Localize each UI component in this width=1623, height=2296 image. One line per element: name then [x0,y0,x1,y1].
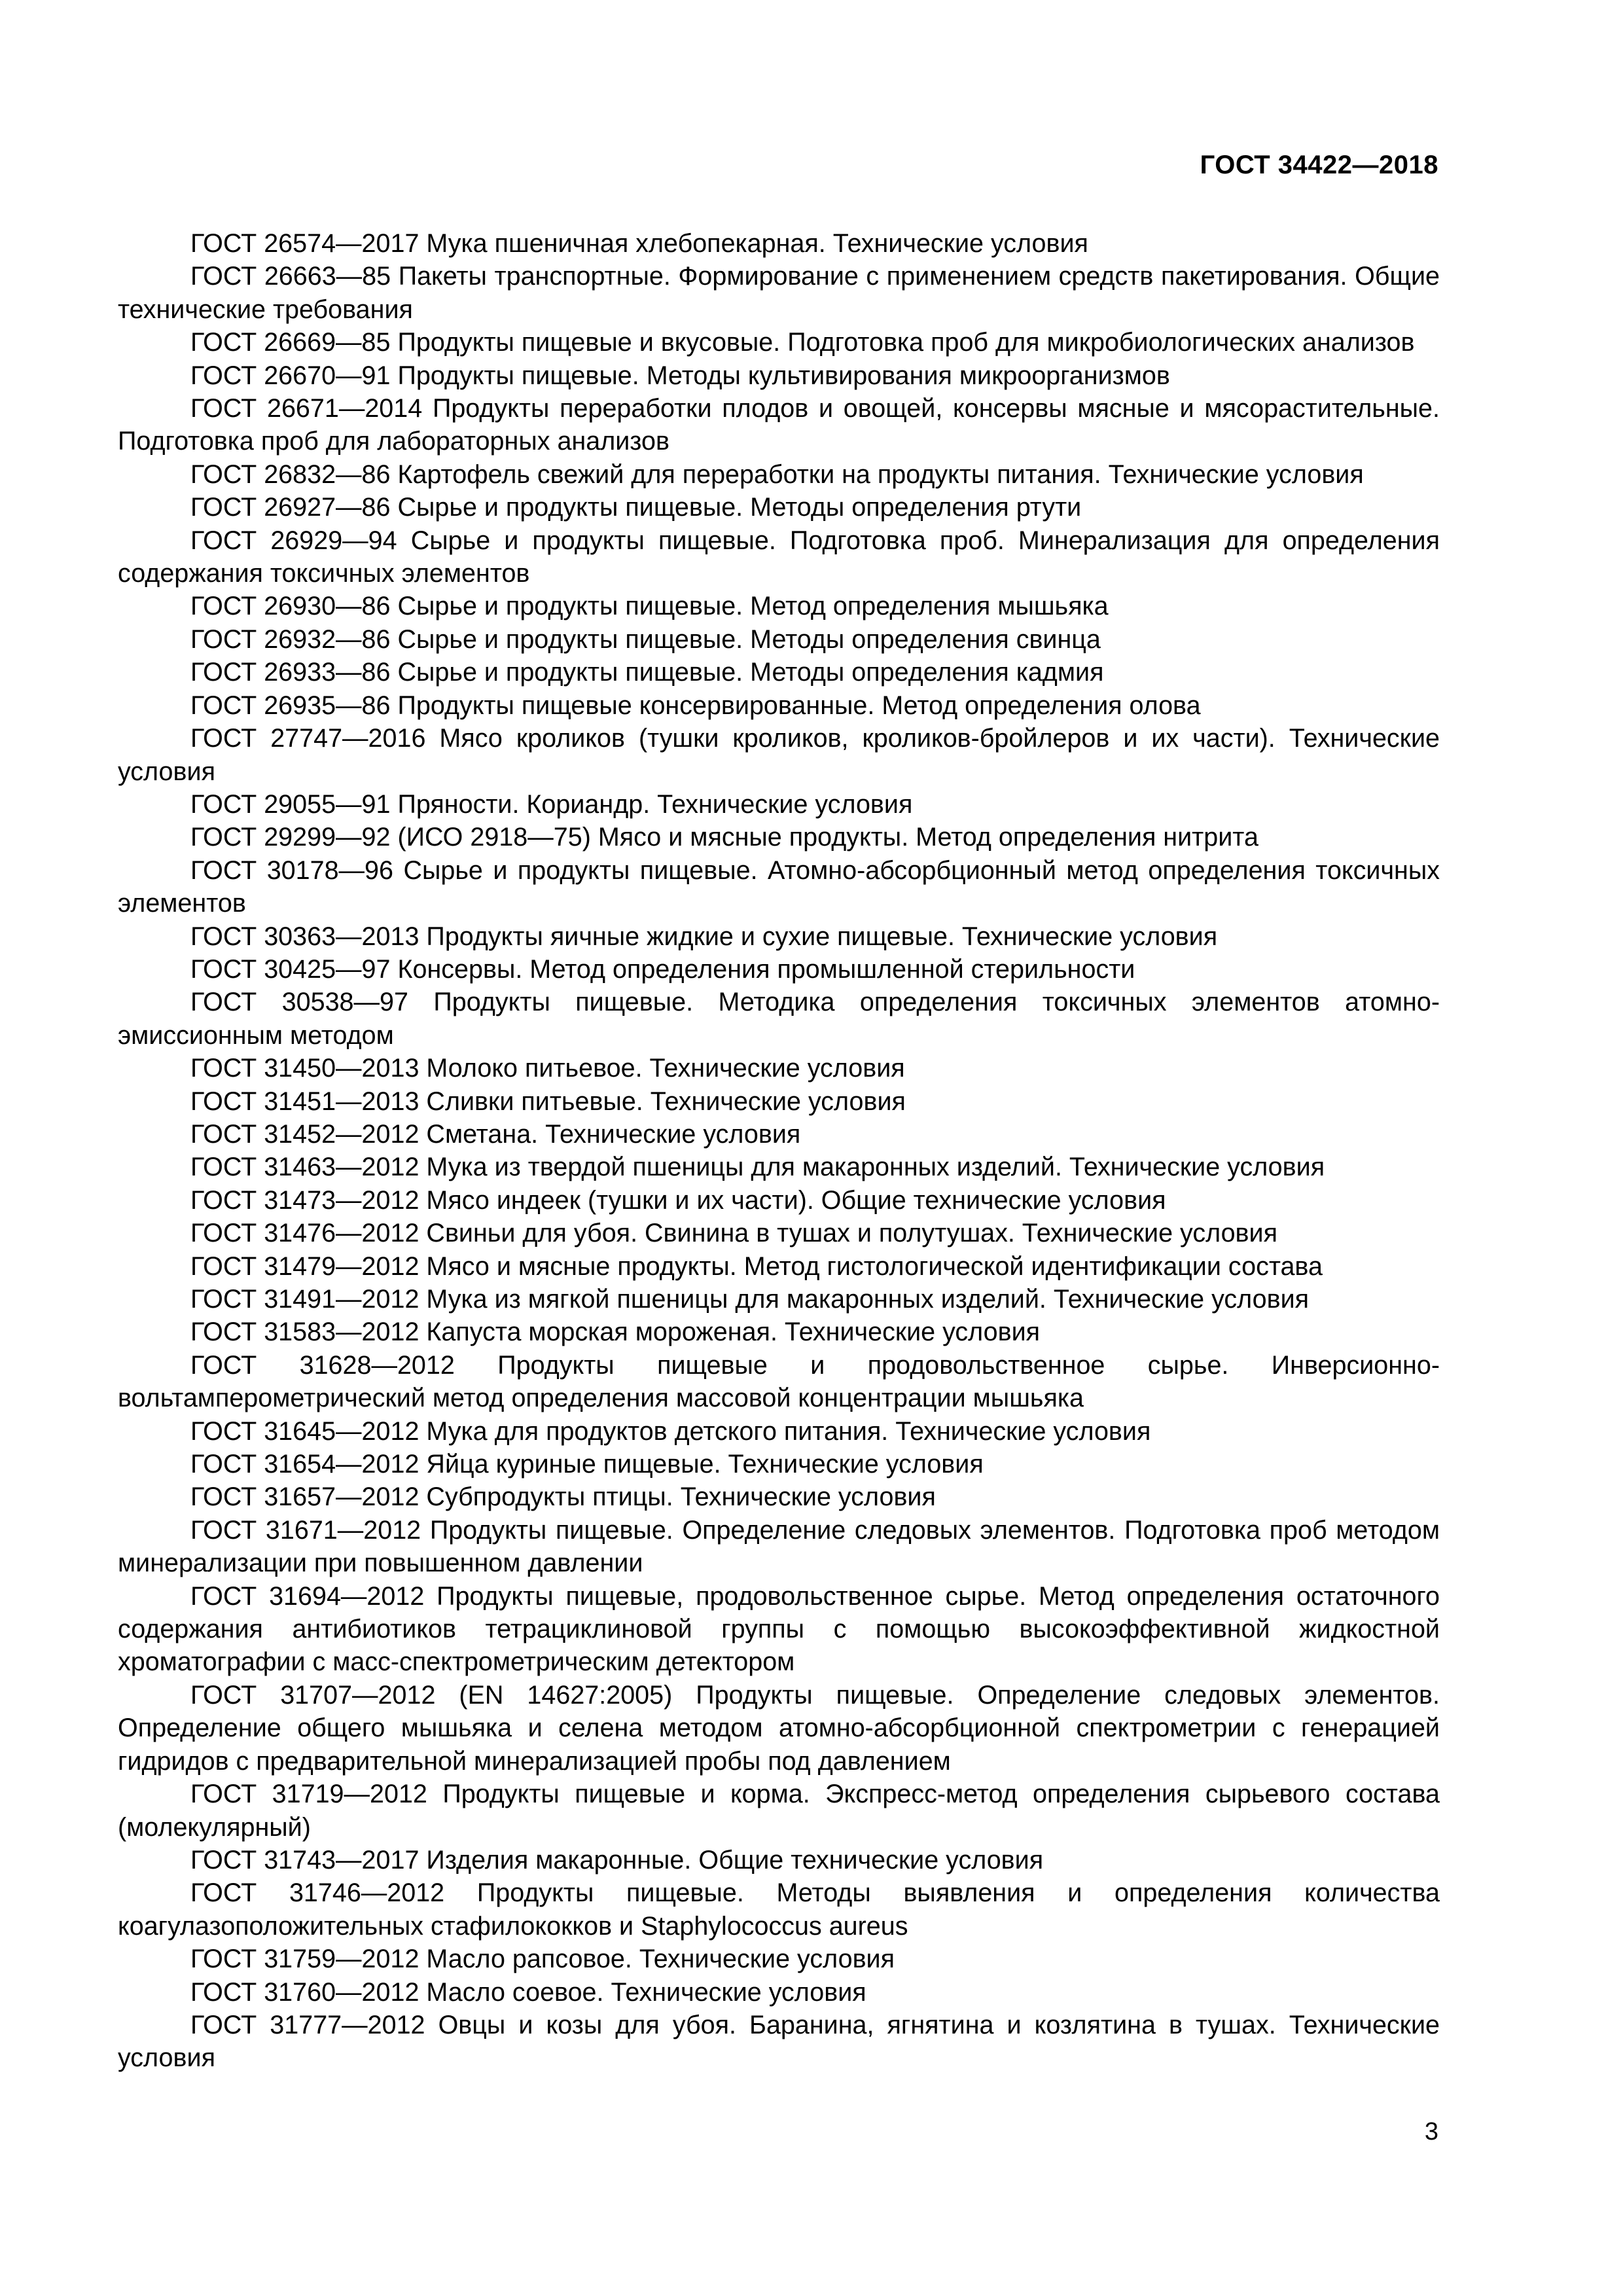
reference-title: Продукты пищевые. Методика определения токсичных элементов атомно-эмиссионным методом [118,988,1440,1050]
reference-code: ГОСТ 26671—2014 [190,394,423,423]
reference-entry [118,2009,1440,2075]
reference-code: ГОСТ 31746—2012 [190,1878,445,1908]
reference-entry [118,1448,1440,1480]
reference-title: Продукты переработки плодов и овощей, консервы мясные и мясорастительные. Подготовка проб для лабораторных анализов [118,394,1440,456]
reference-entry [118,1876,1440,1943]
reference-title: Свиньи для убоя. Свинина в тушах и полутушах. Технические условия [426,1219,1277,1248]
reference-entry [118,1052,1440,1085]
reference-entry [118,1514,1440,1580]
reference-entry [118,623,1440,656]
reference-entry [118,1349,1440,1415]
reference-title: Молоко питьевое. Технические условия [426,1054,905,1083]
reference-title: Продукты пищевые и корма. Экспресс-метод определения сырьевого состава (молекулярный) [118,1780,1440,1842]
reference-title: Продукты пищевые. Определение следовых элементов. Подготовка проб методом минерализации при повышенном давлении [118,1515,1440,1578]
reference-entry [118,689,1440,722]
reference-title: (EN 14627:2005) Продукты пищевые. Определение следовых элементов. Определение общего мышьяка и селена методом атомно-абсорбционной спектрометрии с генерацией гидридов с предварительной минерализацией пробы под давлением [118,1680,1440,1776]
reference-entry [118,458,1440,491]
reference-entry [118,1976,1440,2009]
reference-entry [118,1943,1440,1975]
reference-title: Продукты пищевые консервированные. Метод определения олова [397,691,1201,720]
reference-title: Овцы и козы для убоя. Баранина, ягнятина и козлятина в тушах. Технические условия [118,2010,1440,2073]
reference-code: ГОСТ 31451—2013 [190,1086,419,1116]
reference-title: Сливки питьевые. Технические условия [426,1086,906,1116]
reference-entry [118,260,1440,326]
reference-code: ГОСТ 31476—2012 [190,1219,419,1248]
reference-title: Масло рапсовое. Технические условия [426,1945,895,1974]
reference-code: ГОСТ 31491—2012 [190,1285,419,1314]
reference-title: Масло соевое. Технические условия [426,1977,866,2007]
reference-code: ГОСТ 27747—2016 [190,724,426,753]
reference-entry [118,1580,1440,1679]
reference-code: ГОСТ 31694—2012 [190,1581,425,1611]
reference-title: Яйца куриные пищевые. Технические условия [426,1450,984,1479]
reference-code: ГОСТ 26930—86 [190,592,391,621]
reference-entry [118,1480,1440,1513]
reference-title: Пряности. Кориандр. Технические условия [397,789,913,819]
reference-title: Мясо и мясные продукты. Метод гистологической идентификации состава [426,1251,1323,1281]
reference-code: ГОСТ 31452—2012 [190,1119,419,1149]
reference-title: Мясо индеек (тушки и их части). Общие технические условия [426,1185,1166,1215]
reference-entry [118,326,1440,359]
reference-title: Мясо кроликов (тушки кроликов, кроликов-бройлеров и их части). Технические условия [118,724,1440,786]
reference-entry [118,1415,1440,1448]
reference-entry [118,656,1440,689]
reference-code: ГОСТ 31628—2012 [190,1350,455,1380]
reference-code: ГОСТ 29055—91 [190,789,391,819]
reference-code: ГОСТ 26929—94 [190,526,397,555]
reference-code: ГОСТ 29299—92 [190,823,391,852]
reference-code: ГОСТ 31479—2012 [190,1251,419,1281]
reference-title: Капуста морская мороженая. Технические условия [426,1318,1041,1347]
reference-code: ГОСТ 31473—2012 [190,1185,419,1215]
reference-title: (ИСО 2918—75) Мясо и мясные продукты. Метод определения нитрита [397,823,1258,852]
reference-entry [118,1679,1440,1778]
reference-code: ГОСТ 26935—86 [190,691,391,720]
reference-title: Субпродукты птицы. Технические условия [426,1482,936,1512]
reference-title: Мука пшеничная хлебопекарная. Технические условия [426,229,1088,258]
reference-entry [118,1250,1440,1283]
reference-title: Продукты пищевые. Методы культивирования микроорганизмов [397,361,1170,390]
reference-code: ГОСТ 30538—97 [190,988,408,1017]
reference-title: Продукты яичные жидкие и сухие пищевые. Технические условия [426,922,1218,951]
reference-entry [118,524,1440,590]
normative-references-list [118,227,1440,2075]
reference-title: Изделия макаронные. Общие технические условия [426,1845,1044,1874]
reference-title: Картофель свежий для переработки на продукты питания. Технические условия [397,459,1364,489]
reference-entry [118,1316,1440,1348]
reference-entry [118,590,1440,622]
reference-code: ГОСТ 31645—2012 [190,1416,419,1446]
reference-title: Мука для продуктов детского питания. Технические условия [426,1416,1151,1446]
reference-title: Сырье и продукты пищевые. Атомно-абсорбционный метод определения токсичных элементов [118,855,1440,918]
reference-code: ГОСТ 31583—2012 [190,1318,419,1347]
reference-entry [118,1217,1440,1249]
reference-code: ГОСТ 31657—2012 [190,1482,419,1512]
reference-code: ГОСТ 31719—2012 [190,1780,427,1809]
reference-entry [118,227,1440,260]
reference-entry [118,1151,1440,1183]
reference-entry [118,392,1440,458]
reference-code: ГОСТ 30363—2013 [190,922,419,951]
reference-code: ГОСТ 31759—2012 [190,1945,419,1974]
reference-code: ГОСТ 31743—2017 [190,1845,419,1874]
reference-entry [118,854,1440,920]
standard-designation-header: ГОСТ 34422—2018 [1200,151,1438,179]
reference-code: ГОСТ 31760—2012 [190,1977,419,2007]
reference-entry [118,1118,1440,1151]
reference-code: ГОСТ 26670—91 [190,361,391,390]
reference-title: Сырье и продукты пищевые. Методы определения свинца [397,624,1101,654]
reference-code: ГОСТ 31654—2012 [190,1450,419,1479]
reference-code: ГОСТ 31777—2012 [190,2010,425,2039]
reference-code: ГОСТ 31707—2012 [190,1680,436,1710]
reference-entry [118,1283,1440,1316]
reference-code: ГОСТ 26574—2017 [190,229,419,258]
reference-title: Продукты пищевые, продовольственное сырье. Метод определения остаточного содержания антибиотиков тетрациклиновой группы с помощью высокоэффективной жидкостной хроматографии с масс-спектрометрическим детектором [118,1581,1440,1677]
page-number: 3 [1424,2118,1438,2145]
reference-entry [118,986,1440,1052]
reference-title: Продукты пищевые. Методы выявления и определения количества коагулазоположительных стафилококков и Staphylococcus aureus [118,1878,1440,1941]
reference-code: ГОСТ 26933—86 [190,658,391,687]
reference-code: ГОСТ 31671—2012 [190,1515,421,1545]
reference-entry [118,821,1440,853]
reference-code: ГОСТ 26669—85 [190,328,391,357]
reference-entry [118,359,1440,392]
reference-code: ГОСТ 31463—2012 [190,1153,419,1182]
reference-entry [118,491,1440,524]
reference-entry [118,788,1440,821]
reference-entry [118,920,1440,953]
reference-code: ГОСТ 30178—96 [190,855,393,885]
reference-title: Продукты пищевые и вкусовые. Подготовка проб для микробиологических анализов [397,328,1415,357]
reference-title: Консервы. Метод определения промышленной стерильности [397,954,1135,984]
reference-title: Мука из твердой пшеницы для макаронных изделий. Технические условия [426,1153,1325,1182]
reference-title: Продукты пищевые и продовольственное сырье. Инверсионно-вольтамперометрический метод определения массовой концентрации мышьяка [118,1350,1440,1413]
reference-code: ГОСТ 31450—2013 [190,1054,419,1083]
reference-title: Сырье и продукты пищевые. Методы определения кадмия [397,658,1104,687]
reference-code: ГОСТ 26832—86 [190,459,391,489]
reference-title: Сырье и продукты пищевые. Метод определения мышьяка [397,592,1109,621]
reference-entry [118,1844,1440,1876]
reference-title: Пакеты транспортные. Формирование с применением средств пакетирования. Общие технические требования [118,262,1440,324]
reference-entry [118,953,1440,986]
reference-code: ГОСТ 26932—86 [190,624,391,654]
reference-entry [118,1184,1440,1217]
reference-entry [118,1085,1440,1118]
reference-entry [118,1778,1440,1844]
reference-code: ГОСТ 26927—86 [190,493,391,522]
reference-title: Сырье и продукты пищевые. Методы определения ртути [397,493,1082,522]
reference-title: Сметана. Технические условия [426,1119,801,1149]
reference-title: Сырье и продукты пищевые. Подготовка проб. Минерализация для определения содержания токсичных элементов [118,526,1440,588]
reference-code: ГОСТ 26663—85 [190,262,391,291]
reference-code: ГОСТ 30425—97 [190,954,391,984]
reference-title: Мука из мягкой пшеницы для макаронных изделий. Технические условия [426,1285,1310,1314]
reference-entry [118,722,1440,788]
